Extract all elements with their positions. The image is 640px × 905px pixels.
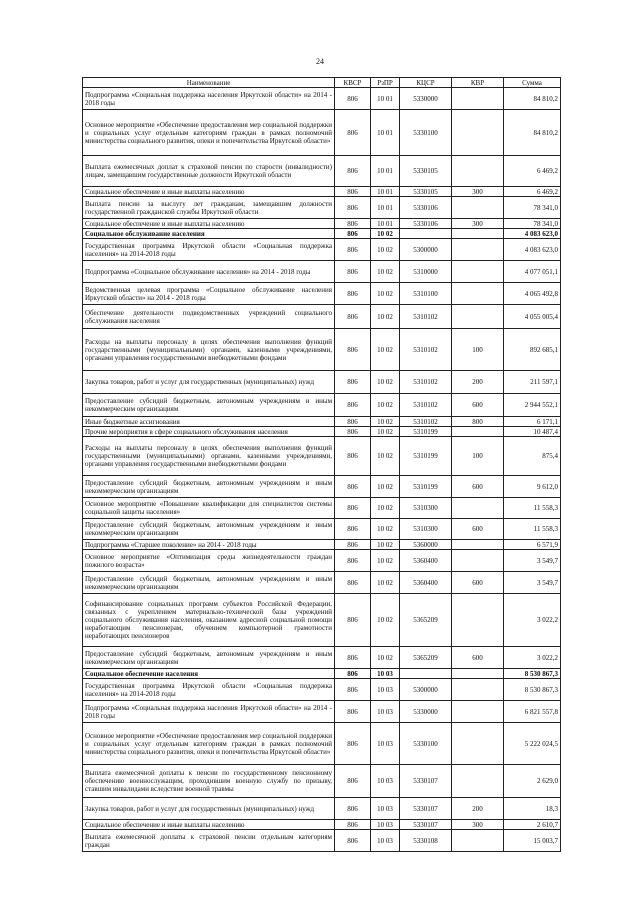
- cell-sum: 78 341,0: [504, 197, 561, 219]
- cell-name: Расходы на выплаты персоналу в целях обеспечения выполнения функций государственными (муниципальными) органами, казенными учреждениями, органами управления государственными внебюджетными фондами: [83, 329, 335, 371]
- cell-sum: 3 549,7: [504, 550, 561, 572]
- cell-name: Социальное обеспечение и иные выплаты населению: [83, 187, 335, 197]
- table-row: [83, 679, 561, 701]
- cell-sum: 6 469,2: [504, 156, 561, 187]
- cell-rzpr: 10 02: [371, 572, 400, 594]
- table-row: [83, 305, 561, 329]
- cell-name: Выплата ежемесячных доплат к страховой пенсии по старости (инвалидности) лицам, замещавшим государственные должности Иркутской области: [83, 156, 335, 187]
- header-kcsr: КЦСР: [400, 78, 452, 88]
- cell-kvsr: 806: [335, 283, 371, 305]
- cell-name: Обеспечение деятельности подведомственных учреждений социального обслуживания населения: [83, 305, 335, 329]
- cell-rzpr: 10 02: [371, 394, 400, 417]
- cell-kcsr: 5310300: [400, 519, 452, 540]
- cell-sum: 11 558,3: [504, 498, 561, 519]
- cell-sum: 18,3: [504, 798, 561, 820]
- cell-rzpr: 10 02: [371, 305, 400, 329]
- cell-kvsr: 806: [335, 820, 371, 830]
- table-row: [83, 701, 561, 723]
- cell-kvsr: 806: [335, 239, 371, 261]
- table-row: [83, 820, 561, 830]
- cell-name: Предоставление субсидий бюджетным, автономным учреждениям и иным некоммерческим организациям: [83, 647, 335, 669]
- table-row: [83, 417, 561, 427]
- cell-name: Иные бюджетные ассигнования: [83, 417, 335, 427]
- cell-sum: 6 571,9: [504, 540, 561, 550]
- cell-rzpr: 10 01: [371, 187, 400, 197]
- cell-kcsr: 5360400: [400, 550, 452, 572]
- cell-name: Ведомственная целевая программа «Социальное обслуживание населения Иркутской области» на 2014 - 2018 годы: [83, 283, 335, 305]
- cell-kvr: [452, 701, 504, 723]
- table-row: [83, 239, 561, 261]
- cell-kvr: [452, 156, 504, 187]
- cell-kvr: [452, 197, 504, 219]
- cell-name: Расходы на выплаты персоналу в целях обеспечения выполнения функций государственными (муниципальными) органами, казенными учреждениями, органами управления государственными внебюджетными фондами: [83, 437, 335, 476]
- cell-rzpr: 10 03: [371, 669, 400, 679]
- cell-kvr: [452, 261, 504, 283]
- cell-kvr: 600: [452, 476, 504, 498]
- cell-kvr: 800: [452, 417, 504, 427]
- header-rzpr: РзПР: [371, 78, 400, 88]
- cell-kcsr: 5310000: [400, 261, 452, 283]
- cell-kvsr: 806: [335, 156, 371, 187]
- cell-rzpr: 10 02: [371, 371, 400, 394]
- cell-sum: 4 077 051,1: [504, 261, 561, 283]
- cell-kvr: 600: [452, 394, 504, 417]
- cell-kvsr: 806: [335, 88, 371, 110]
- cell-sum: 6 469,2: [504, 187, 561, 197]
- cell-rzpr: 10 02: [371, 476, 400, 498]
- cell-rzpr: 10 02: [371, 437, 400, 476]
- cell-rzpr: 10 02: [371, 239, 400, 261]
- cell-kcsr: 5310199: [400, 476, 452, 498]
- table-header-row: [83, 78, 561, 88]
- cell-kvsr: 806: [335, 647, 371, 669]
- table-row: [83, 394, 561, 417]
- cell-sum: 4 055 005,4: [504, 305, 561, 329]
- cell-name: Социальное обслуживание населения: [83, 229, 335, 239]
- cell-kvsr: 806: [335, 679, 371, 701]
- header-kvr: КВР: [452, 78, 504, 88]
- cell-name: Основное мероприятие «Обеспечение предоставления мер социальной поддержки и социальных услуг отдельным категориям граждан в рамках полномочий министерства социального развития, опеки и попечительства Иркутской области»: [83, 723, 335, 765]
- cell-sum: 84 810,2: [504, 88, 561, 110]
- cell-kvr: [452, 498, 504, 519]
- cell-kcsr: 5330108: [400, 830, 452, 852]
- cell-kcsr: 5330107: [400, 798, 452, 820]
- cell-sum: 4 065 492,8: [504, 283, 561, 305]
- cell-kcsr: 5330100: [400, 110, 452, 156]
- table-row: [83, 229, 561, 239]
- cell-rzpr: 10 03: [371, 765, 400, 798]
- table-row: [83, 540, 561, 550]
- cell-kvr: [452, 540, 504, 550]
- table-row: [83, 498, 561, 519]
- cell-rzpr: 10 03: [371, 723, 400, 765]
- table-row: [83, 594, 561, 647]
- header-kvsr: КВСР: [335, 78, 371, 88]
- cell-kcsr: 5330105: [400, 156, 452, 187]
- cell-kvsr: 806: [335, 723, 371, 765]
- cell-name: Выплата ежемесячной доплаты к пенсии по государственному пенсионному обеспечению военнослужащим, проходившим военную службу по призыву, ставшим инвалидами вследствие военной травмы: [83, 765, 335, 798]
- cell-rzpr: 10 03: [371, 820, 400, 830]
- cell-rzpr: 10 01: [371, 110, 400, 156]
- cell-sum: 6 171,1: [504, 417, 561, 427]
- cell-kcsr: 5310102: [400, 305, 452, 329]
- cell-kvsr: 806: [335, 594, 371, 647]
- cell-kvsr: 806: [335, 476, 371, 498]
- table-row: [83, 669, 561, 679]
- cell-rzpr: 10 02: [371, 647, 400, 669]
- cell-sum: 78 341,0: [504, 219, 561, 229]
- table-row: [83, 427, 561, 437]
- table-row: [83, 798, 561, 820]
- cell-sum: 2 610,7: [504, 820, 561, 830]
- cell-rzpr: 10 03: [371, 701, 400, 723]
- cell-sum: 84 810,2: [504, 110, 561, 156]
- cell-kvsr: 806: [335, 437, 371, 476]
- table-row: [83, 830, 561, 852]
- table-row: [83, 156, 561, 187]
- cell-sum: 8 530 867,3: [504, 679, 561, 701]
- cell-rzpr: 10 02: [371, 427, 400, 437]
- cell-kvsr: 806: [335, 519, 371, 540]
- cell-sum: 4 083 623,0: [504, 239, 561, 261]
- cell-name: Подпрограмма «Социальное обслуживание населения» на 2014 - 2018 годы: [83, 261, 335, 283]
- cell-kvr: [452, 427, 504, 437]
- cell-kvr: 300: [452, 187, 504, 197]
- cell-kvr: 600: [452, 572, 504, 594]
- cell-sum: 875,4: [504, 437, 561, 476]
- cell-kcsr: 5330107: [400, 820, 452, 830]
- cell-sum: 5 222 024,5: [504, 723, 561, 765]
- cell-kvr: 300: [452, 820, 504, 830]
- cell-rzpr: 10 02: [371, 417, 400, 427]
- cell-name: Подпрограмма «Старшее поколение» на 2014 - 2018 годы: [83, 540, 335, 550]
- cell-kvsr: 806: [335, 427, 371, 437]
- cell-kvsr: 806: [335, 187, 371, 197]
- cell-kvr: [452, 830, 504, 852]
- cell-rzpr: 10 02: [371, 498, 400, 519]
- cell-kvr: [452, 679, 504, 701]
- cell-rzpr: 10 02: [371, 229, 400, 239]
- cell-name: Предоставление субсидий бюджетным, автономным учреждениям и иным некоммерческим организациям: [83, 394, 335, 417]
- cell-kvsr: 806: [335, 540, 371, 550]
- page-number: 24: [316, 57, 324, 66]
- cell-rzpr: 10 02: [371, 550, 400, 572]
- cell-rzpr: 10 02: [371, 329, 400, 371]
- cell-kvsr: 806: [335, 669, 371, 679]
- cell-kcsr: 5330000: [400, 88, 452, 110]
- cell-sum: 3 022,2: [504, 647, 561, 669]
- cell-rzpr: 10 03: [371, 798, 400, 820]
- cell-kcsr: 5310102: [400, 394, 452, 417]
- cell-kcsr: [400, 669, 452, 679]
- cell-kcsr: 5310100: [400, 283, 452, 305]
- cell-sum: 10 487,4: [504, 427, 561, 437]
- cell-kcsr: 5300000: [400, 239, 452, 261]
- cell-kvr: [452, 88, 504, 110]
- cell-kvr: 100: [452, 437, 504, 476]
- cell-sum: 3 549,7: [504, 572, 561, 594]
- cell-kcsr: 5360000: [400, 540, 452, 550]
- cell-sum: 892 685,1: [504, 329, 561, 371]
- cell-kvsr: 806: [335, 229, 371, 239]
- cell-sum: 9 612,0: [504, 476, 561, 498]
- cell-kvr: [452, 283, 504, 305]
- cell-rzpr: 10 02: [371, 261, 400, 283]
- header-name: Наименование: [83, 78, 335, 88]
- cell-kcsr: 5310102: [400, 329, 452, 371]
- cell-rzpr: 10 01: [371, 219, 400, 229]
- cell-kvsr: 806: [335, 197, 371, 219]
- cell-kcsr: 5330000: [400, 701, 452, 723]
- cell-name: Софинансирование социальных программ субъектов Российской Федерации, связанных с укреплением материально-технической базы учреждений социального обслуживания населения, оказанием адресной социальной помощи неработающим пенсионерам, обучением компьютерной грамотности неработающих пенсионеров: [83, 594, 335, 647]
- cell-rzpr: 10 02: [371, 540, 400, 550]
- cell-rzpr: 10 02: [371, 283, 400, 305]
- cell-kvsr: 806: [335, 305, 371, 329]
- cell-kcsr: 5330106: [400, 219, 452, 229]
- cell-kvsr: 806: [335, 572, 371, 594]
- cell-kcsr: 5310199: [400, 427, 452, 437]
- cell-rzpr: 10 01: [371, 197, 400, 219]
- table-row: [83, 647, 561, 669]
- cell-kcsr: 5365209: [400, 594, 452, 647]
- cell-kcsr: 5365209: [400, 647, 452, 669]
- cell-kcsr: 5310300: [400, 498, 452, 519]
- cell-name: Закупка товаров, работ и услуг для государственных (муниципальных) нужд: [83, 798, 335, 820]
- cell-kvsr: 806: [335, 498, 371, 519]
- table-row: [83, 197, 561, 219]
- cell-name: Предоставление субсидий бюджетным, автономным учреждениям и иным некоммерческим организациям: [83, 572, 335, 594]
- cell-kcsr: 5310102: [400, 371, 452, 394]
- cell-kvsr: 806: [335, 219, 371, 229]
- cell-name: Прочие мероприятия в сфере социального обслуживания населения: [83, 427, 335, 437]
- cell-sum: 11 558,3: [504, 519, 561, 540]
- cell-kvr: 600: [452, 647, 504, 669]
- cell-kvr: 200: [452, 798, 504, 820]
- cell-kvr: [452, 669, 504, 679]
- cell-kvr: [452, 723, 504, 765]
- cell-sum: 3 022,2: [504, 594, 561, 647]
- cell-rzpr: 10 03: [371, 830, 400, 852]
- cell-rzpr: 10 01: [371, 156, 400, 187]
- cell-kvr: [452, 594, 504, 647]
- cell-name: Основное мероприятие «Повышение квалификации для специалистов системы социальной защиты населения»: [83, 498, 335, 519]
- cell-kcsr: 5300000: [400, 679, 452, 701]
- cell-kvsr: 806: [335, 417, 371, 427]
- table-row: [83, 329, 561, 371]
- cell-sum: 15 003,7: [504, 830, 561, 852]
- cell-name: Государственная программа Иркутской области «Социальная поддержка населения» на 2014-2018 годы: [83, 679, 335, 701]
- cell-name: Социальное обеспечение и иные выплаты населению: [83, 820, 335, 830]
- cell-kvsr: 806: [335, 371, 371, 394]
- cell-kcsr: 5360400: [400, 572, 452, 594]
- table-row: [83, 723, 561, 765]
- table-row: [83, 519, 561, 540]
- cell-name: Социальное обеспечение и иные выплаты населению: [83, 219, 335, 229]
- cell-sum: 2 944 552,1: [504, 394, 561, 417]
- table-row: [83, 88, 561, 110]
- cell-kvsr: 806: [335, 798, 371, 820]
- cell-name: Выплата пенсии за выслугу лет гражданам, замещавшим должности государственной гражданской службы Иркутской области: [83, 197, 335, 219]
- cell-kvsr: 806: [335, 394, 371, 417]
- table-row: [83, 572, 561, 594]
- cell-kcsr: 5330100: [400, 723, 452, 765]
- table-row: [83, 476, 561, 498]
- cell-kcsr: 5330107: [400, 765, 452, 798]
- cell-name: Закупка товаров, работ и услуг для государственных (муниципальных) нужд: [83, 371, 335, 394]
- cell-kvsr: 806: [335, 701, 371, 723]
- cell-kvr: 100: [452, 329, 504, 371]
- table-row: [83, 283, 561, 305]
- table-row: [83, 765, 561, 798]
- cell-kcsr: 5310102: [400, 417, 452, 427]
- cell-kvr: [452, 110, 504, 156]
- cell-name: Государственная программа Иркутской области «Социальная поддержка населения» на 2014-2018 годы: [83, 239, 335, 261]
- cell-name: Подпрограмма «Социальная поддержка населения Иркутской области» на 2014 - 2018 годы: [83, 701, 335, 723]
- cell-kvr: 200: [452, 371, 504, 394]
- cell-kvsr: 806: [335, 110, 371, 156]
- budget-table: [82, 77, 561, 852]
- cell-name: Подпрограмма «Социальная поддержка населения Иркутской области» на 2014 - 2018 годы: [83, 88, 335, 110]
- cell-sum: 2 629,0: [504, 765, 561, 798]
- cell-sum: 4 083 623,0: [504, 229, 561, 239]
- cell-kvr: 600: [452, 519, 504, 540]
- cell-name: Основное мероприятие «Обеспечение предоставления мер социальной поддержки и социальных услуг отдельным категориям граждан в рамках полномочий министерства социального развития, опеки и попечительства Иркутской области»: [83, 110, 335, 156]
- table-row: [83, 219, 561, 229]
- cell-rzpr: 10 02: [371, 519, 400, 540]
- cell-kcsr: [400, 229, 452, 239]
- cell-kvr: [452, 229, 504, 239]
- cell-rzpr: 10 02: [371, 594, 400, 647]
- cell-sum: 6 821 557,8: [504, 701, 561, 723]
- cell-kcsr: 5330106: [400, 197, 452, 219]
- cell-kvr: [452, 550, 504, 572]
- cell-name: Предоставление субсидий бюджетным, автономным учреждениям и иным некоммерческим организациям: [83, 519, 335, 540]
- cell-sum: 211 597,1: [504, 371, 561, 394]
- cell-kcsr: 5330105: [400, 187, 452, 197]
- table-row: [83, 371, 561, 394]
- cell-name: Предоставление субсидий бюджетным, автономным учреждениям и иным некоммерческим организациям: [83, 476, 335, 498]
- table-body: [83, 88, 561, 852]
- table-row: [83, 550, 561, 572]
- table-row: [83, 261, 561, 283]
- cell-kvsr: 806: [335, 261, 371, 283]
- cell-kvr: [452, 305, 504, 329]
- cell-kvsr: 806: [335, 765, 371, 798]
- cell-kvsr: 806: [335, 550, 371, 572]
- cell-kvsr: 806: [335, 830, 371, 852]
- cell-name: Основное мероприятие «Оптимизация среды жизнедеятельности граждан пожилого возраста»: [83, 550, 335, 572]
- cell-name: Выплата ежемесячной доплаты к страховой пенсии отдельным категориям граждан: [83, 830, 335, 852]
- cell-rzpr: 10 03: [371, 679, 400, 701]
- cell-name: Социальное обеспечение населения: [83, 669, 335, 679]
- cell-kvr: [452, 765, 504, 798]
- table-row: [83, 110, 561, 156]
- cell-rzpr: 10 01: [371, 88, 400, 110]
- cell-kvr: 300: [452, 219, 504, 229]
- header-sum: Сумма: [504, 78, 561, 88]
- cell-kvr: [452, 239, 504, 261]
- table-row: [83, 437, 561, 476]
- cell-kvsr: 806: [335, 329, 371, 371]
- cell-kcsr: 5310199: [400, 437, 452, 476]
- table-row: [83, 187, 561, 197]
- cell-sum: 8 530 867,3: [504, 669, 561, 679]
